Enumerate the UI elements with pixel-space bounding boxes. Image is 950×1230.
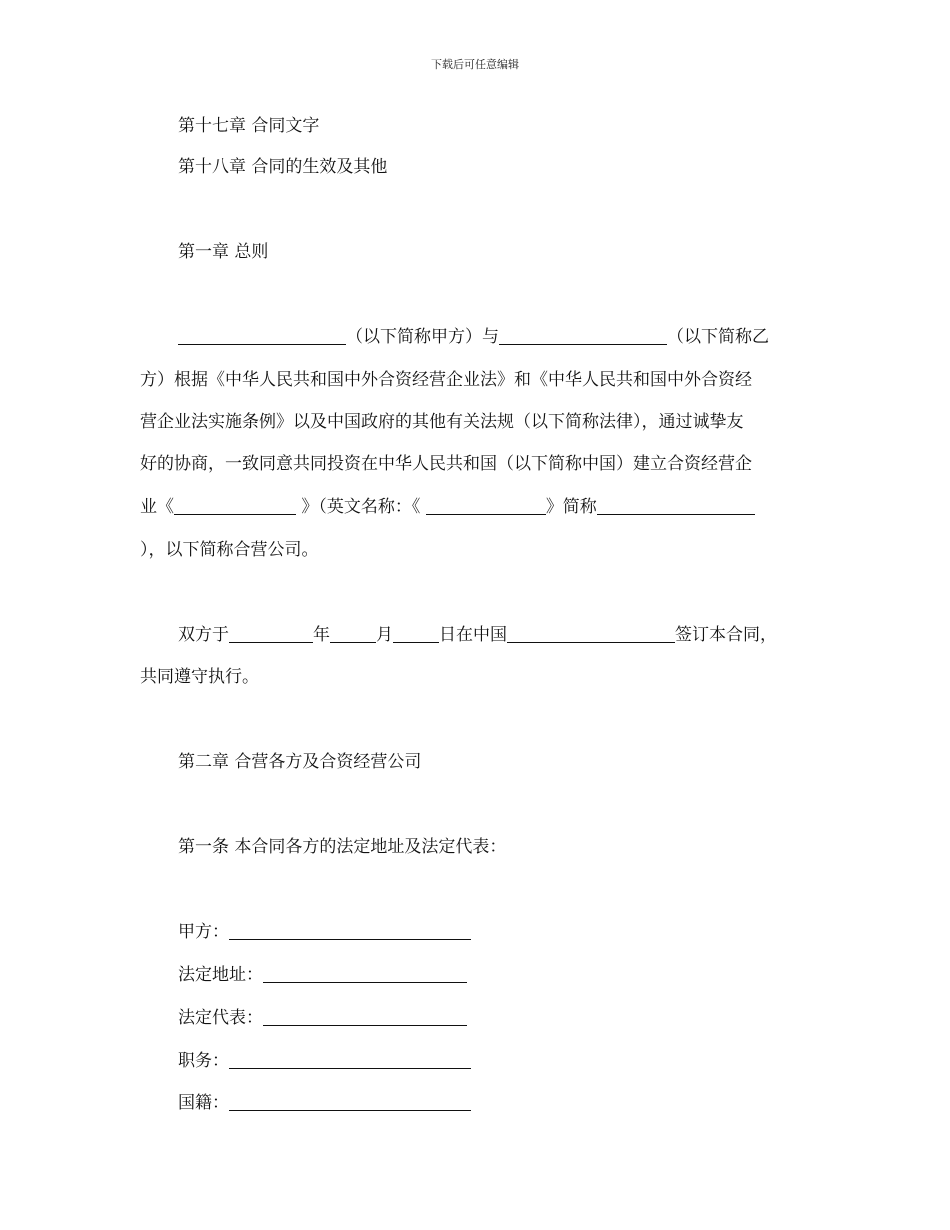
nationality-field <box>178 1093 858 1113</box>
chapter-1-heading: 第一章 总则 <box>178 242 269 262</box>
signing-line-2: 共同遵守执行。 <box>140 667 259 687</box>
legal-representative-blank[interactable] <box>263 1010 467 1026</box>
nationality-label: 国籍： <box>178 1093 229 1113</box>
position-blank[interactable] <box>229 1053 471 1069</box>
toc-chapter-17: 第十七章 合同文字 <box>178 116 320 136</box>
position-label: 职务： <box>178 1051 229 1071</box>
legal-address-blank[interactable] <box>263 967 467 983</box>
company-short-name-blank[interactable] <box>597 499 755 515</box>
sign-year-blank[interactable] <box>229 627 313 643</box>
sign-location-blank[interactable] <box>507 627 675 643</box>
sign-day-blank[interactable] <box>393 627 439 643</box>
position-field <box>178 1051 858 1071</box>
party-a-label: 甲方： <box>178 922 229 942</box>
party-a-blank[interactable] <box>229 924 471 940</box>
company-english-name-blank[interactable] <box>426 499 546 515</box>
party-a-name-blank[interactable] <box>178 329 346 345</box>
legal-address-field <box>178 965 858 985</box>
toc-chapter-18: 第十八章 合同的生效及其他 <box>178 157 388 177</box>
party-a-field <box>178 922 858 942</box>
preamble-line-4: 好的协商，一致同意共同投资在中华人民共和国（以下简称中国）建立合资经营企 <box>140 454 752 474</box>
signing-line-1: 双方于 年 月 日在中国 签订本合同， <box>178 625 777 645</box>
preamble-line-2: 方）根据《中华人民共和国中外合资经营企业法》和《中华人民共和国中外合资经 <box>140 370 752 390</box>
legal-address-label: 法定地址： <box>178 965 263 985</box>
nationality-blank[interactable] <box>229 1095 471 1111</box>
preamble-line-3: 营企业法实施条例》以及中国政府的其他有关法规（以下简称法律），通过诚挚友 <box>140 412 744 432</box>
preamble-line-5: 业《 》（英文名称：《 》简称 <box>140 497 820 517</box>
legal-representative-field <box>178 1008 858 1028</box>
sign-month-blank[interactable] <box>330 627 376 643</box>
chapter-2-heading: 第二章 合营各方及合资经营公司 <box>178 752 422 772</box>
party-b-name-blank[interactable] <box>499 329 667 345</box>
legal-representative-label: 法定代表： <box>178 1008 263 1028</box>
article-1-heading: 第一条 本合同各方的法定地址及法定代表： <box>178 837 507 857</box>
preamble-line-6: ），以下简称合营公司。 <box>140 540 319 560</box>
company-chinese-name-blank[interactable] <box>174 499 296 515</box>
page-header: 下载后可任意编辑 <box>431 58 519 71</box>
preamble-line-1: （以下简称甲方）与 （以下简称乙 <box>178 327 858 347</box>
